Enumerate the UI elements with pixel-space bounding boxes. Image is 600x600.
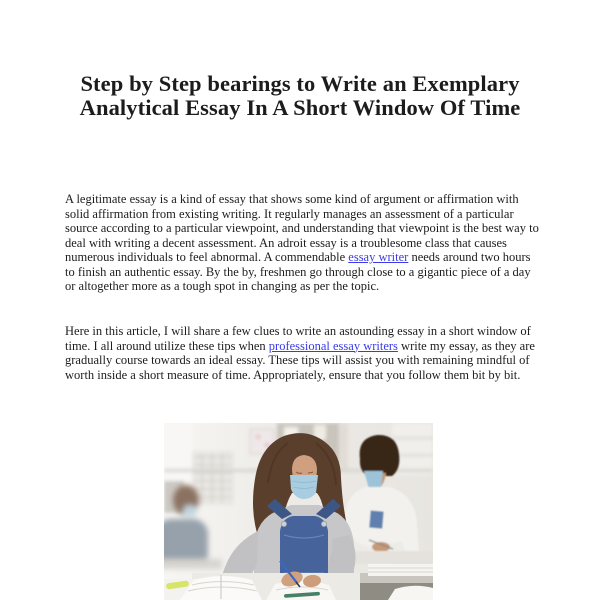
paragraph-1 bbox=[65, 192, 539, 294]
title-line-1: Step by Step bearings to Write an Exemplary bbox=[80, 71, 520, 96]
professional-essay-writers-link[interactable]: professional essay writers bbox=[268, 338, 398, 353]
paragraph-2-text-after: write my essay, as they are gradually course towards an ideal essay. These tips will assist you with remaining mindful of worth inside a short measure of time. Appropriately, ensure that you follow them bit by bit. bbox=[65, 338, 535, 382]
document-title bbox=[0, 72, 600, 120]
paragraph-2-text-before: Here in this article, I will share a few clues to write an astounding essay in a short window of time. I all around utilize these tips when bbox=[65, 324, 531, 353]
classroom-photo-illustration bbox=[164, 423, 433, 600]
essay-writer-link[interactable]: essay writer bbox=[348, 250, 409, 264]
paragraph-1-text-before: A legitimate essay is a kind of essay that shows some kind of argument or affirmation with solid affirmation from existing writing. It regularly manages an assessment of a particular source according to a particular viewpoint, and understanding that viewpoint is the best way to deal with writing a decent assessment. An adroit essay is a troublesome class that causes numerous individuals to feel abnormal. A commendable bbox=[65, 192, 539, 264]
paragraph-1-text-after: needs around two hours to finish an authentic essay. By the by, freshmen go through close to a gigantic piece of a day or altogether more as a tough spot in changing as per the topic. bbox=[65, 250, 531, 293]
paragraph-2 bbox=[65, 324, 539, 382]
title-line-2: Analytical Essay In A Short Window Of Time bbox=[79, 95, 521, 120]
classroom-photo bbox=[164, 423, 433, 600]
